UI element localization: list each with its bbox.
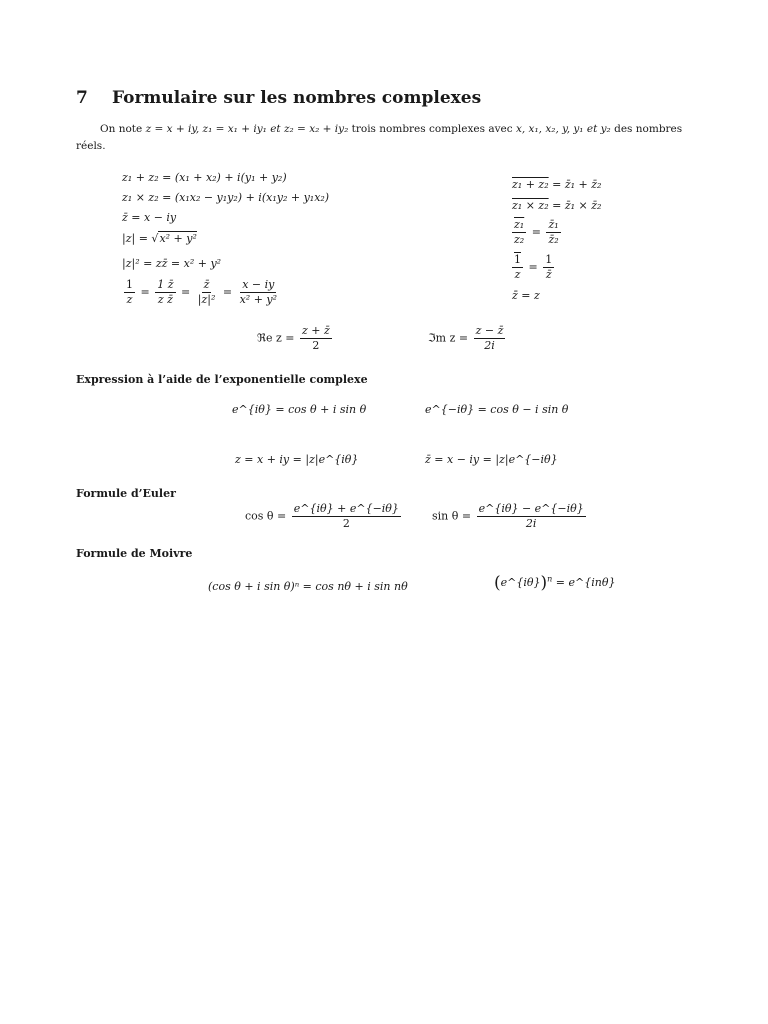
section-number: 7 — [76, 88, 88, 108]
formula-modulus-squared: |z|² = zz̄ = x² + y² — [122, 257, 222, 270]
formula-euler-cos: cos θ = $\frac{e\^{}\{i\theta\} + e\^{}\{-i\theta\}}{2}$ — [245, 502, 399, 530]
formula-euler-sin: sin θ = $\frac{e\^{}\{i\theta\} - e\^{}\{-i\theta\}}{2i}$ — [432, 502, 584, 530]
formula-product: z₁ × z₂ = (x₁x₂ − y₁y₂) + i(x₁y₂ + y₁x₂) — [122, 191, 330, 204]
section-title: Formulaire sur les nombres complexes — [112, 88, 482, 108]
heading-exponential: Expression à l’aide de l’exponentielle complexe — [76, 373, 368, 386]
formula-polar-conj: z̄ = x − iy = |z|e^{−iθ} — [425, 453, 558, 466]
formula-imag-part: ℑm z = $\frac{z - z̄}{2i}$ — [428, 324, 504, 352]
intro-text-before: On note — [100, 123, 146, 135]
formula-conj-quotient: $\frac{\text{z₁}}{\text{z₂}}$ = $\frac{\text{z̄₁}}{\text{z̄₂}}$ — [514, 218, 559, 246]
formula-conjugate: z̄ = x − iy — [122, 211, 177, 224]
formula-moivre-exp: (e^{iθ})$^n$ = e^{inθ} — [494, 573, 616, 593]
intro-text-after: des nombres réels. — [76, 123, 683, 152]
formula-conj-product: z₁ × z₂ = z̄₁ × z̄₂ — [512, 199, 602, 212]
formula-modulus: |z| = √x² + y² — [122, 232, 197, 245]
heading-euler: Formule d’Euler — [76, 487, 176, 500]
formula-moivre-trig: (cos θ + i sin θ)ⁿ = cos nθ + i sin nθ — [208, 580, 408, 593]
intro-text-middle: trois nombres complexes avec — [348, 123, 516, 135]
intro-defs: z = x + iy, z₁ = x₁ + iy₁ et z₂ = x₂ + iy₂ — [145, 123, 349, 135]
heading-moivre: Formule de Moivre — [76, 547, 193, 560]
formula-exp-pos: e^{iθ} = cos θ + i sin θ — [232, 403, 367, 416]
formula-conj-inverse: $\frac{1}{z}$ = $\frac{1}{z̄}$ — [514, 253, 553, 281]
intro-vars: x, x₁, x₂, y, y₁ et y₂ — [515, 123, 611, 135]
formula-double-conjugate: z̄̄ = z — [512, 289, 540, 302]
formula-exp-neg: e^{−iθ} = cos θ − i sin θ — [425, 403, 569, 416]
intro-paragraph — [76, 121, 706, 155]
formula-conj-sum: z₁ + z₂ = z̄₁ + z̄₂ — [512, 178, 602, 191]
formula-sum: z₁ + z₂ = (x₁ + x₂) + i(y₁ + y₂) — [122, 171, 287, 184]
formula-real-part: ℜe z = $\frac{z + z̄}{2}$ — [257, 324, 330, 352]
formula-polar: z = x + iy = |z|e^{iθ} — [235, 453, 359, 466]
formula-inverse: $\frac{1}{z}$ = $\frac{1 z̄}{\text{z z̄}}$ = $\frac{z̄}{\text{|z|²}}$ = $\frac{x - iy}{\text{x² + y²}}$ — [126, 278, 278, 306]
